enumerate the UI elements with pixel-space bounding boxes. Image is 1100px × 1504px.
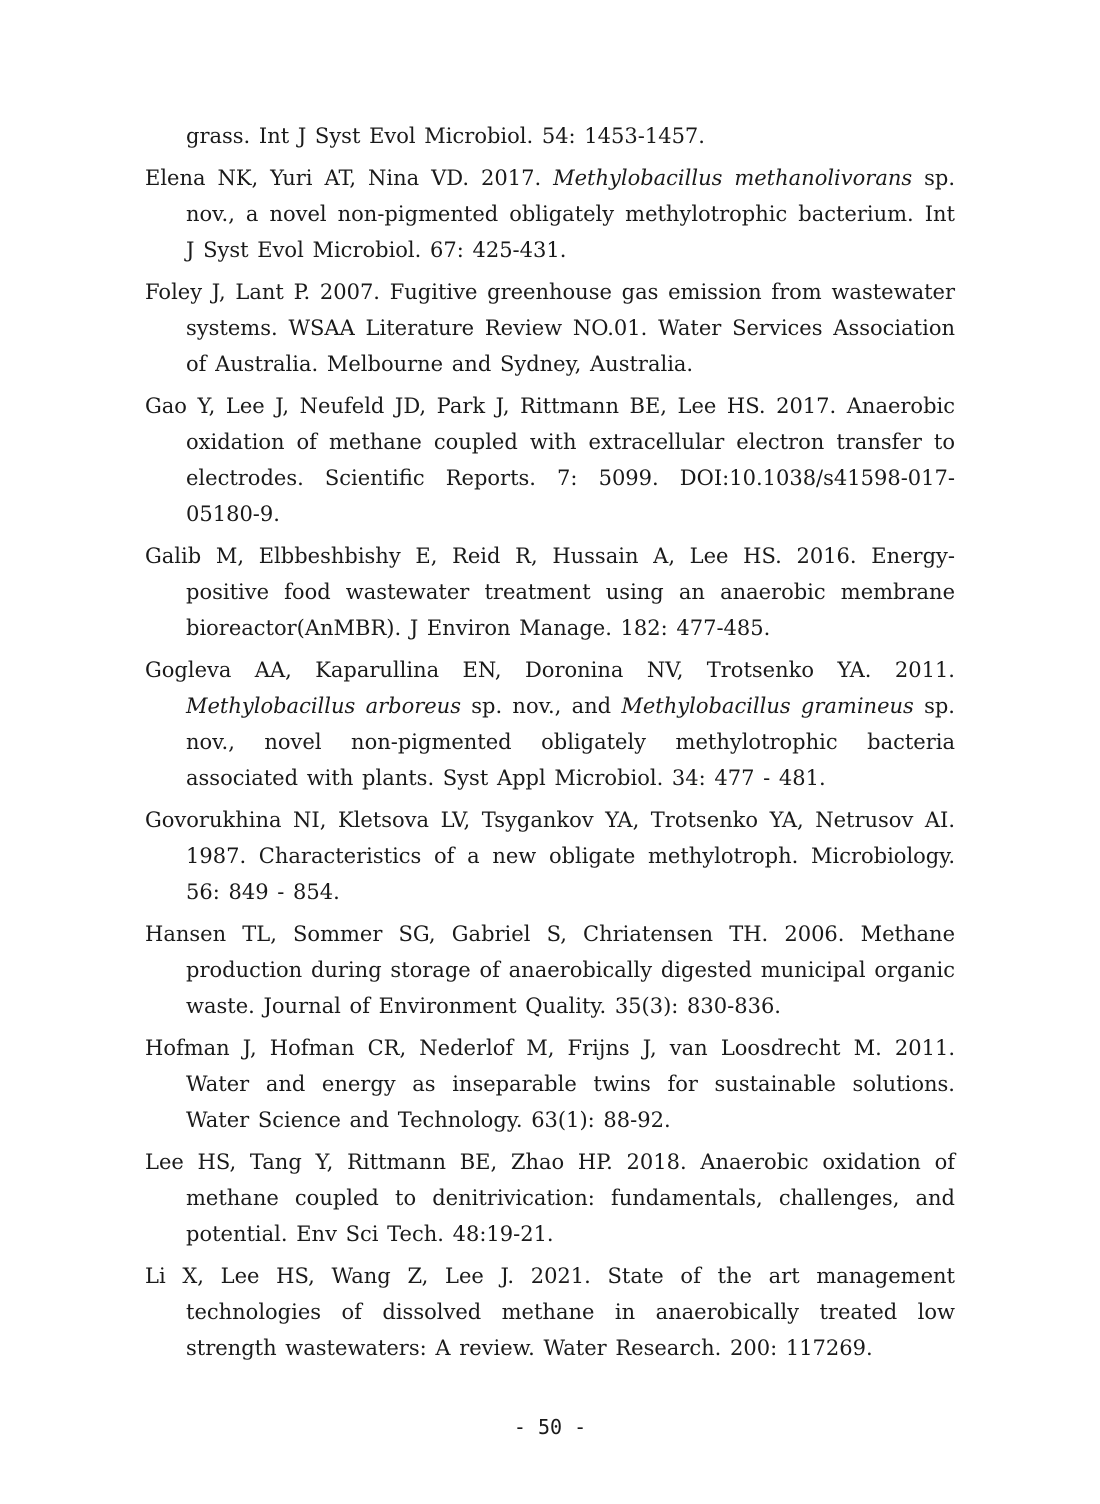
reference-entry <box>145 916 955 1024</box>
reference-entry <box>145 1258 955 1366</box>
page-number: - 50 - <box>513 1415 587 1439</box>
reference-text: Hansen TL, Sommer SG, Gabriel S, Chriatensen TH. 2006. Methane production during storage of anaerobically digested municipal organic waste. Journal of Environment Quality. 35(3): 830-836. <box>145 922 955 1018</box>
reference-text: Foley J, Lant P. 2007. Fugitive greenhouse gas emission from wastewater systems. WSAA Literature Review NO.01. Water Services Association of Australia. Melbourne and Sydney, Australia. <box>145 280 955 376</box>
reference-entry <box>145 1030 955 1138</box>
reference-text: Lee HS, Tang Y, Rittmann BE, Zhao HP. 2018. Anaerobic oxidation of methane coupled to denitrivication: fundamentals, challenges, and potential. Env Sci Tech. 48:19-21. <box>145 1150 955 1246</box>
reference-text: Hofman J, Hofman CR, Nederlof M, Frijns J, van Loosdrecht M. 2011. Water and energy as inseparable twins for sustainable solutions. Water Science and Technology. 63(1): 88-92. <box>145 1036 955 1132</box>
reference-entry <box>145 274 955 382</box>
reference-text: Galib M, Elbbeshbishy E, Reid R, Hussain A, Lee HS. 2016. Energy-positive food wastewater treatment using an anaerobic membrane bioreactor(AnMBR). J Environ Manage. 182: 477-485. <box>145 544 955 640</box>
reference-list <box>145 118 955 1366</box>
reference-entry <box>145 160 955 268</box>
reference-entry <box>145 538 955 646</box>
reference-text: Elena NK, Yuri AT, Nina VD. 2017. <box>145 166 554 190</box>
reference-text: sp. nov., novel non-pigmented obligately methylotrophic bacteria associated with plants. Syst Appl Microbiol. 34: 477 - 481. <box>186 694 955 790</box>
reference-text: Li X, Lee HS, Wang Z, Lee J. 2021. State of the art management technologies of dissolved methane in anaerobically treated low strength wastewaters: A review. Water Research. 200: 117269. <box>145 1264 955 1360</box>
species-name: Methylobacillus gramineus <box>621 694 914 718</box>
species-name: Methylobacillus methanolivorans <box>553 166 913 190</box>
species-name: Methylobacillus arboreus <box>186 694 461 718</box>
reference-entry <box>145 1144 955 1252</box>
reference-entry <box>145 388 955 532</box>
reference-text: sp. nov., a novel non-pigmented obligately methylotrophic bacterium. Int J Syst Evol Microbiol. 67: 425-431. <box>186 166 955 262</box>
reference-text: grass. Int J Syst Evol Microbiol. 54: 1453-1457. <box>186 124 705 148</box>
reference-text: Gogleva AA, Kaparullina EN, Doronina NV, Trotsenko YA. 2011. <box>145 658 955 682</box>
reference-entry <box>145 652 955 796</box>
reference-text: Govorukhina NI, Kletsova LV, Tsygankov YA, Trotsenko YA, Netrusov AI. 1987. Characteristics of a new obligate methylotroph. Microbiology. 56: 849 - 854. <box>145 808 955 904</box>
reference-text: sp. nov., and <box>460 694 622 718</box>
reference-entry <box>145 802 955 910</box>
reference-text: Gao Y, Lee J, Neufeld JD, Park J, Rittmann BE, Lee HS. 2017. Anaerobic oxidation of methane coupled with extracellular electron transfer to electrodes. Scientific Reports. 7: 5099. DOI:10.1038/s41598-017-05180-9. <box>145 394 955 526</box>
reference-entry-continued <box>145 118 955 154</box>
